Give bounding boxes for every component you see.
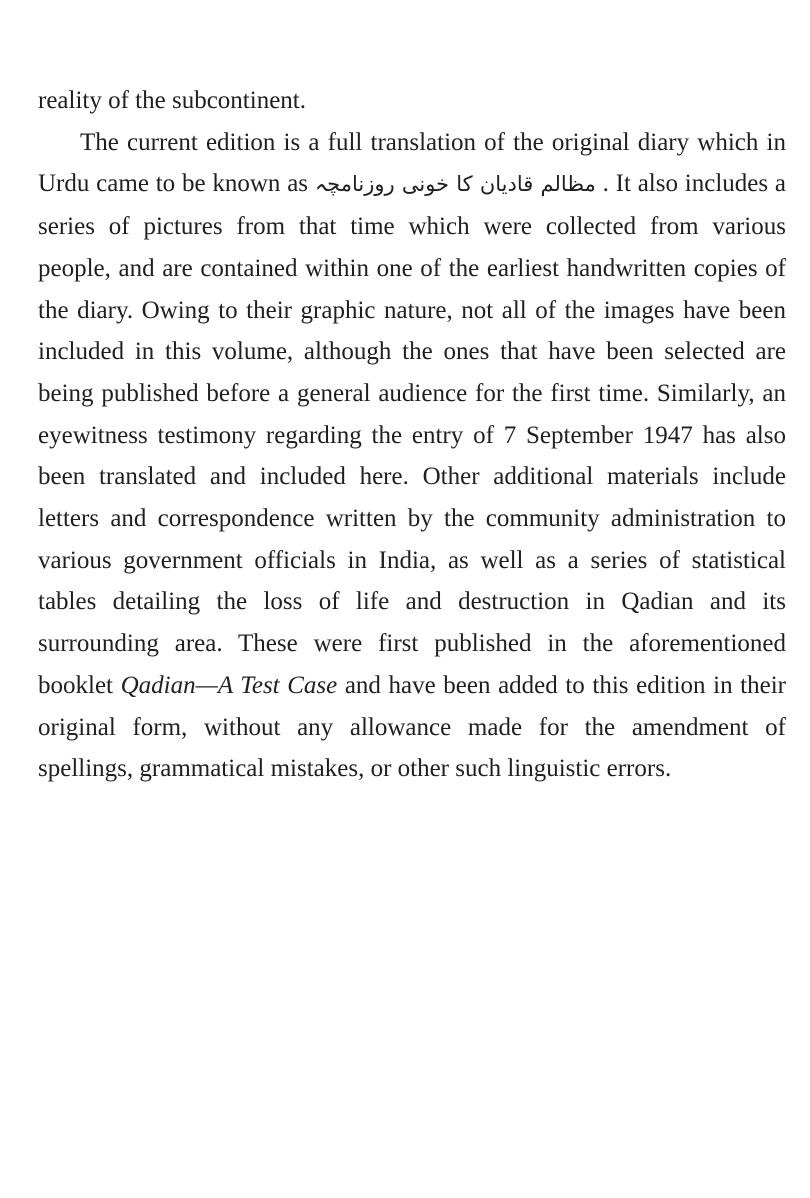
text-segment: and have been added to this edition in their original form, without any allowance made for the amendment of spellings, grammatical mistakes, or other such linguistic errors. xyxy=(38,671,786,783)
urdu-title-phrase: مظالم قادیان کا خونی روزنامچہ xyxy=(314,172,596,197)
paragraph xyxy=(38,122,786,790)
text-segment: . It also includes a series of pictures from that time which were collected from various people, and are contained within one of the earliest handwritten copies of the diary. Owing to their graphic nature, not all of the images have been included in this volume, although the ones that have been selected are being published before a general audience for the first time. Similarly, an eyewitness testimony regarding the entry of 7 September 1947 has also been translated and included here. Other additional materials include letters and correspondence written by the community administration to various government officials in India, as well as a series of statistical tables detailing the loss of life and destruction in Qadian and its surrounding area. These were first published in the aforementioned booklet xyxy=(38,170,786,699)
booklet-title-italic: Qadian—A Test Case xyxy=(120,671,338,699)
text-block xyxy=(38,80,786,790)
paragraph xyxy=(38,80,786,122)
text-segment: The current edition is a full translation of the original diary which in Urdu came to be known as xyxy=(38,128,786,198)
text-segment: reality of the subcontinent. xyxy=(38,87,306,114)
